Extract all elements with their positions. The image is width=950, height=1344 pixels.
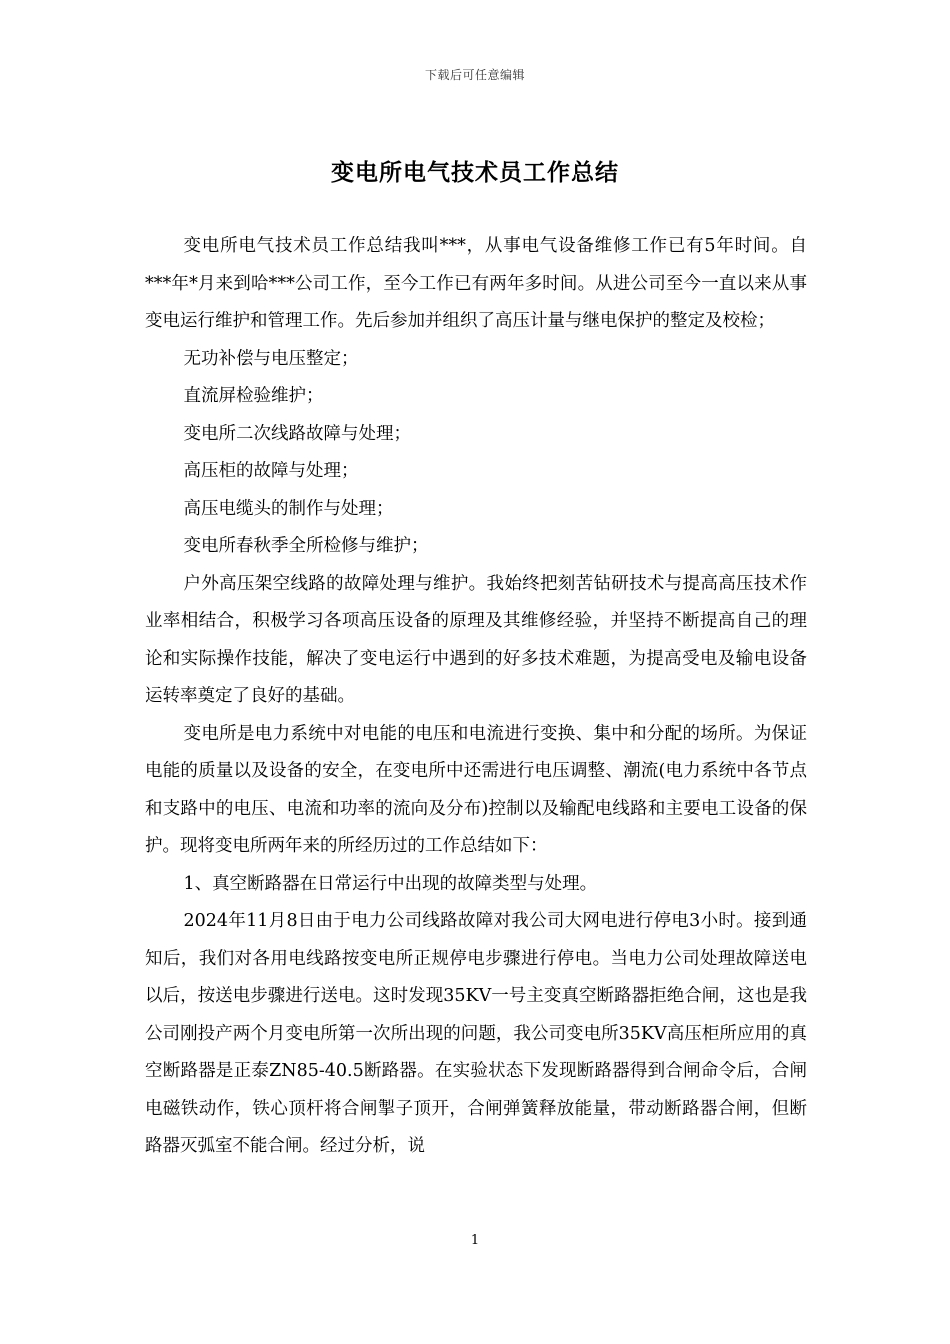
header-note: 下载后可任意编辑 bbox=[424, 68, 525, 82]
paragraph-item-seasonal-maintenance: 变电所春秋季全所检修与维护； bbox=[183, 536, 429, 556]
paragraph-substation-definition: 变电所是电力系统中对电能的电压和电流进行变换、集中和分配的场所。为保证电能的质量以及设备的安全，在变电所中还需进行电压调整、潮流(电力系统中各节点和支路中的电压、电流和功率的流向及分布)控制以及输配电线路和主要电工设备的保护。现将变电所两年来的所经历过的工作总结如下： bbox=[145, 723, 807, 856]
paragraph-item-dc-panel: 直流屏检验维护； bbox=[183, 386, 324, 406]
document-body bbox=[145, 228, 807, 1166]
paragraph-item-hv-cable-head: 高压电缆头的制作与处理； bbox=[183, 498, 394, 519]
paragraph-item-secondary-circuit: 变电所二次线路故障与处理； bbox=[183, 423, 411, 444]
document-title: 变电所电气技术员工作总结 bbox=[331, 159, 619, 186]
paragraph-section-heading-1: 1、真空断路器在日常运行中出现的故障类型与处理。 bbox=[183, 873, 598, 894]
paragraph-item-reactive-compensation: 无功补偿与电压整定； bbox=[183, 348, 359, 369]
paragraph-breaker-incident: 2024年11月8日由于电力公司线路故障对我公司大网电进行停电3小时。接到通知后，我们对各用电线路按变电所正规停电步骤进行停电。当电力公司处理故障送电以后，按送电步骤进行送电。这时发现35KV一号主变真空断路器拒绝合闸，这也是我公司刚投产两个月变电所第一次所出现的问题，我公司变电所35KV高压柜所应用的真空断路器是正泰ZN85-40.5断路器。在实验状态下发现断路器得到合闸命令后，合闸电磁铁动作，铁心顶杆将合闸掣子顶开，合闸弹簧释放能量，带动断路器合闸，但断路器灭弧室不能合闸。经过分析，说 bbox=[145, 911, 807, 1156]
paragraph-overhead-lines: 户外高压架空线路的故障处理与维护。我始终把刻苦钻研技术与提高高压技术作业率相结合，积极学习各项高压设备的原理及其维修经验，并坚持不断提高自己的理论和实际操作技能，解决了变电运行中遇到的好多技术难题，为提高受电及输电设备运转率奠定了良好的基础。 bbox=[145, 573, 807, 706]
paragraph-item-hv-cabinet: 高压柜的故障与处理； bbox=[183, 461, 359, 481]
page-number: 1 bbox=[470, 1233, 480, 1248]
paragraph-intro: 变电所电气技术员工作总结我叫***，从事电气设备维修工作已有5年时间。自***年*月来到哈***公司工作，至今工作已有两年多时间。从进公司至今一直以来从事变电运行维护和管理工作。先后参加并组织了高压计量与继电保护的整定及校检； bbox=[145, 236, 807, 331]
